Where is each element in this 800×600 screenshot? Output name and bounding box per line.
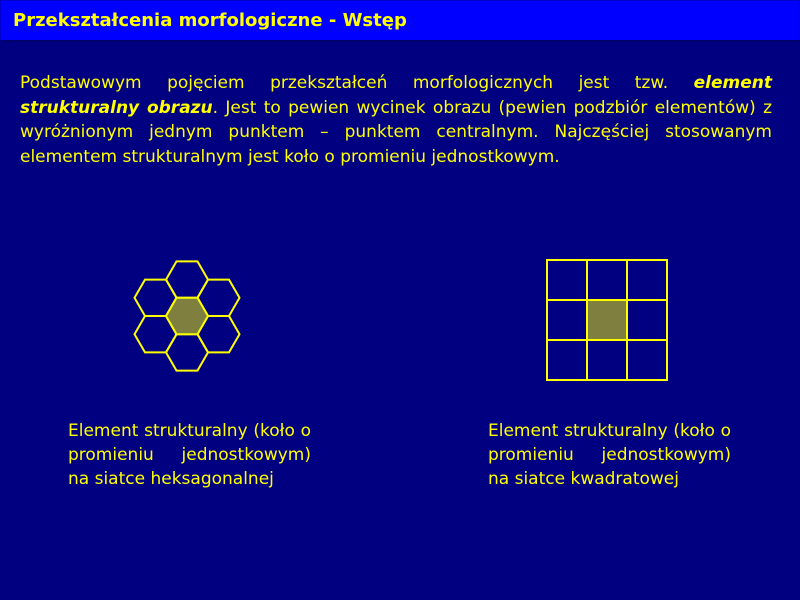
intro-text-end: . Jest to pewien wycinek obrazu (pewien podzbiór elementów) z wyróżnionym jednym punktem – punktem centralnym. Najczęściej stosowanym elementem strukturalnym jest koło o promieniu jednostkowym. (20, 97, 772, 167)
title-bar (0, 0, 800, 42)
square-cell-2-1 (587, 340, 627, 380)
slide-title: Przekształcenia morfologiczne - Wstęp (13, 10, 407, 31)
square-cell-1-2 (627, 300, 667, 340)
square-cell-2-2 (627, 340, 667, 380)
intro-text-start: Podstawowym pojęciem przekształceń morfologicznych jest tzw. (20, 73, 694, 93)
intro-emphasis: element strukturalny obrazu (20, 73, 772, 118)
square-cell-center (587, 300, 627, 340)
hexagonal-grid-diagram (120, 248, 255, 386)
square-cell-1-0 (547, 300, 587, 340)
square-grid-diagram (540, 253, 673, 386)
intro-paragraph (20, 71, 772, 169)
square-cell-0-2 (627, 260, 667, 300)
square-cell-2-0 (547, 340, 587, 380)
hexagonal-caption: Element strukturalny (koło o promieniu jednostkowym) na siatce heksagonalnej (68, 421, 311, 489)
hex-cell-center (166, 298, 208, 334)
square-cell-0-0 (547, 260, 587, 300)
square-caption: Element strukturalny (koło o promieniu jednostkowym) na siatce kwadratowej (488, 421, 731, 489)
square-cell-0-1 (587, 260, 627, 300)
